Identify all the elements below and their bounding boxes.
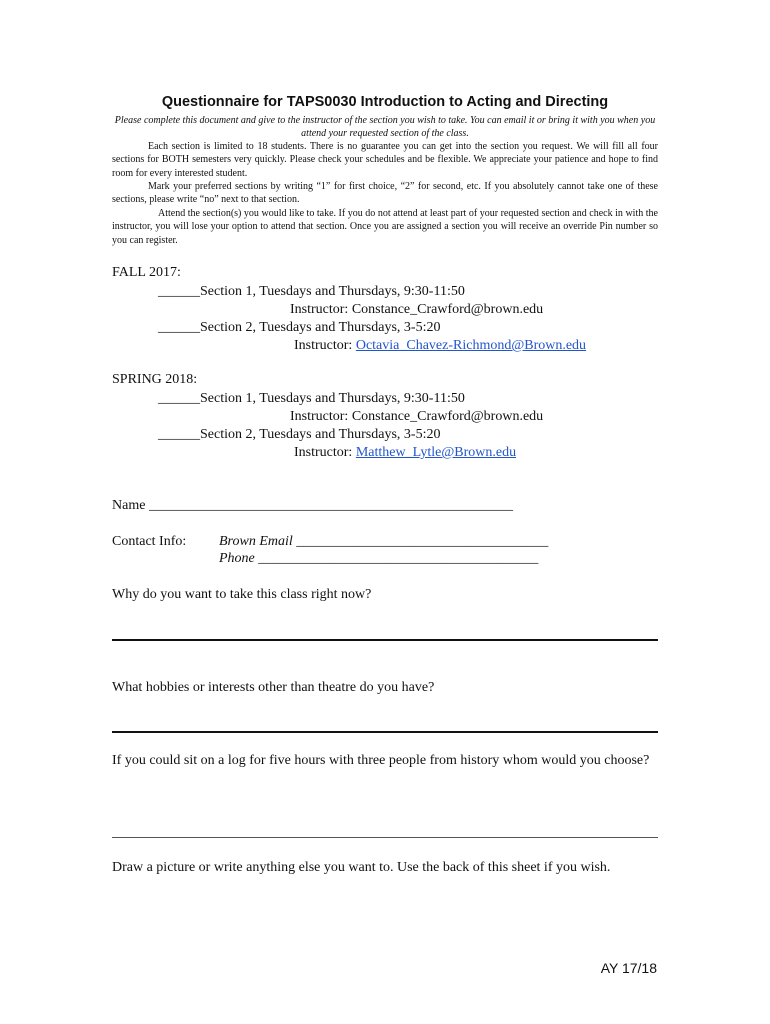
spring-section-1-instructor: Instructor: Constance_Crawford@brown.edu xyxy=(290,409,544,424)
phone-label: Phone xyxy=(219,551,255,566)
phone-field[interactable] xyxy=(219,551,538,567)
intro-paragraph-1: Each section is limited to 18 students. There is no guarantee you can get into the section you request. We will fill all four sections for BOTH semesters very quickly. Please check your schedules and be flexible. We appreciate your patience and hope to find room for every interested student. xyxy=(112,141,658,179)
fall-section-2: ______Section 2, Tuesdays and Thursdays, 3-5:20 xyxy=(158,320,441,335)
question-1: Why do you want to take this class right now? xyxy=(112,587,372,602)
spring-section-2-email-link[interactable]: Matthew_Lytle@Brown.edu xyxy=(355,445,517,460)
intro-paragraph-2: Mark your preferred sections by writing “1” for first choice, “2” for second, etc. If you absolutely cannot take one of these sections, please write “no” next to that section. xyxy=(112,181,658,206)
brown-email-field[interactable] xyxy=(219,534,548,550)
question-1-answer-line[interactable] xyxy=(112,639,658,641)
spring-section-1: ______Section 1, Tuesdays and Thursdays, 9:30-11:50 xyxy=(158,391,465,406)
fall-heading: FALL 2017: xyxy=(112,265,181,280)
document-subtitle: Please complete this document and give to the instructor of the section you wish to take. You can email it or bring it with you when you attend your requested section of the class. xyxy=(114,115,656,139)
document-title: Questionnaire for TAPS0030 Introduction to Acting and Directing xyxy=(161,94,609,110)
name-field[interactable] xyxy=(112,498,513,514)
fall-section-1-instructor: Instructor: Constance_Crawford@brown.edu xyxy=(290,302,544,317)
fall-section-2-email-link[interactable]: Octavia_Chavez-Richmond@Brown.edu xyxy=(355,338,587,353)
question-3-answer-line[interactable] xyxy=(112,837,658,838)
spring-heading: SPRING 2018: xyxy=(112,372,198,387)
question-3: If you could sit on a log for five hours with three people from history whom would you choose? xyxy=(112,753,650,768)
academic-year-footer: AY 17/18 xyxy=(600,960,657,976)
question-4: Draw a picture or write anything else you want to. Use the back of this sheet if you wish. xyxy=(112,860,611,875)
phone-blank[interactable]: ________________________________________ xyxy=(258,551,539,566)
spring-section-2: ______Section 2, Tuesdays and Thursdays, 3-5:20 xyxy=(158,427,441,442)
fall-section-1: ______Section 1, Tuesdays and Thursdays, 9:30-11:50 xyxy=(158,284,465,299)
intro-paragraph-3: Attend the section(s) you would like to take. If you do not attend at least part of your requested section and check in with the instructor, you will lose your option to attend that section. Once you are assigned a section you will receive an override Pin number so you can register. xyxy=(112,208,658,246)
brown-email-blank[interactable]: ____________________________________ xyxy=(296,534,549,549)
fall-section-2-instructor: Instructor: Octavia_Chavez-Richmond@Brown.edu xyxy=(294,338,587,353)
brown-email-label: Brown Email xyxy=(219,534,293,549)
contact-info-label: Contact Info: xyxy=(112,534,187,549)
name-blank[interactable]: ____________________________________________________ xyxy=(148,498,513,513)
name-label: Name xyxy=(112,498,146,513)
spring-section-2-instructor: Instructor: Matthew_Lytle@Brown.edu xyxy=(294,445,517,460)
question-2: What hobbies or interests other than theatre do you have? xyxy=(112,680,435,695)
question-2-answer-line[interactable] xyxy=(112,731,658,733)
